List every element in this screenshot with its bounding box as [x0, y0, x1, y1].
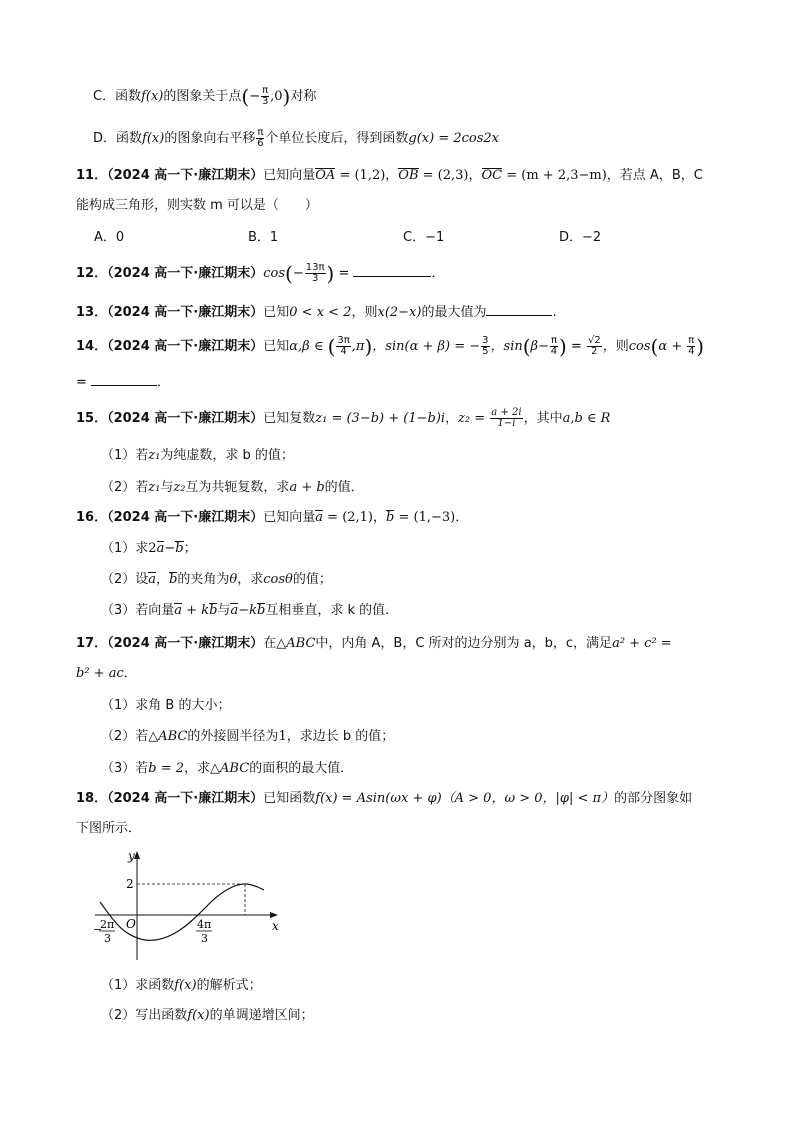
q11-option-b: B．1 — [248, 230, 279, 245]
max-value-label: 2 — [126, 877, 134, 891]
origin-label: O — [126, 917, 136, 931]
question-17-line2: b² + ac． — [76, 666, 137, 681]
question-18-sub1: （1）求函数f(x)的解析式； — [101, 978, 262, 993]
question-16-sub1: （1）求2a−b； — [101, 541, 197, 556]
question-11: 11．（2024 高一下·廉江期末）已知向量OA = (1,2)，OB = (2,3)，OC = (m + 2,3−m)，若点 A，B，C — [76, 168, 703, 183]
q11-option-a: A．0 — [94, 230, 125, 245]
question-12: 12．（2024 高一下·廉江期末）cos(− $\frac{13\pi}{3}$ ) = ． — [76, 261, 445, 286]
question-16-sub3: （3）若向量a + kb与a−kb互相垂直，求 k 的值． — [101, 603, 399, 618]
function-graph — [90, 848, 290, 963]
question-17: 17．（2024 高一下·廉江期末）在△ABC中，内角 A，B，C 所对的边分别为 a，b，c，满足a² + c² = — [76, 636, 672, 651]
fraction: $\frac{\pi}{4}$ — [550, 335, 558, 357]
answer-blank[interactable] — [486, 315, 552, 316]
question-18-sub2: （2）写出函数f(x)的单调递增区间； — [101, 1008, 314, 1023]
tick-left-numerator: 2π — [100, 918, 115, 931]
question-16-sub2: （2）设a，b的夹角为θ，求cosθ的值； — [101, 572, 332, 587]
fraction: $\frac{a + 2i}{1-i}$ — [491, 407, 522, 429]
question-17-sub1: （1）求角 B 的大小； — [101, 698, 231, 713]
fraction: $\frac{3\pi}{4}$ — [337, 335, 350, 357]
question-18: 18．（2024 高一下·廉江期末）已知函数f(x) = Asin(ωx + φ)（A > 0，ω > 0，|φ| < π）的部分图象如 — [76, 791, 693, 806]
fraction: $\frac{\pi}{4}$ — [688, 335, 695, 357]
fraction: $\frac{\pi}{3}$ — [261, 85, 269, 107]
answer-blank[interactable] — [91, 385, 157, 386]
question-15: 15．（2024 高一下·廉江期末）已知复数z₁ = (3−b) + (1−b)i，z₂ = $\frac{a + 2i}{1-i}$ ，其中a,b ∈ R — [76, 407, 611, 429]
question-11-line2: 能构成三角形，则实数 m 可以是（ ） — [76, 198, 318, 213]
tick-left-denominator: 3 — [104, 932, 111, 945]
fraction: $\frac{\pi}{6}$ — [257, 127, 264, 149]
question-15-sub1: （1）若z₁为纯虚数，求 b 的值； — [101, 448, 294, 463]
question-17-sub3: （3）若b = 2，求△ABC的面积的最大值． — [101, 761, 354, 776]
x-axis-arrow — [270, 912, 278, 918]
option-c: C．函数f(x)的图象关于点(− $\frac{\pi}{3}$ ,0)对称 — [93, 84, 317, 109]
x-axis-label: x — [272, 919, 279, 933]
y-axis-label: y — [128, 849, 135, 863]
sine-curve — [100, 884, 264, 940]
question-16: 16．（2024 高一下·廉江期末）已知向量a = (2,1)，b = (1,−3)． — [76, 510, 469, 525]
q11-option-c: C．−1 — [403, 230, 445, 245]
fraction: $\frac{√2}{2}$ — [587, 335, 601, 357]
question-14-line2: = ． — [76, 375, 171, 390]
question-14: 14．（2024 高一下·廉江期末）已知α,β ∈ ( $\frac{3\pi}{4}$ ,π)，sin(α + β) = − $\frac{3}{5}$ ，sin(β− $\frac{\pi}{4}$ ) = $\frac{√2}{2}$ ，则cos(α + $\frac{\pi}{4}$ ) — [76, 334, 705, 359]
option-d: D．函数f(x)的图象向右平移 $\frac{\pi}{6}$ 个单位长度后，得到函数g(x) = 2cos2x — [93, 127, 499, 149]
question-18-line2: 下图所示． — [76, 821, 142, 836]
fraction: $\frac{13\pi}{3}$ — [305, 262, 325, 284]
tick-right-numerator: 4π — [197, 918, 212, 931]
tick-left-sign: − — [93, 923, 103, 936]
fraction: $\frac{3}{5}$ — [482, 335, 489, 357]
question-13: 13．（2024 高一下·廉江期末）已知0 < x < 2，则x(2−x)的最大值为 . — [76, 305, 557, 320]
q11-option-d: D．−2 — [559, 230, 602, 245]
answer-blank[interactable] — [353, 276, 431, 277]
question-15-sub2: （2）若z₁与z₂互为共轭复数，求a + b的值． — [101, 480, 364, 495]
tick-right-denominator: 3 — [201, 932, 208, 945]
question-17-sub2: （2）若△ABC的外接圆半径为1，求边长 b 的值； — [101, 729, 395, 744]
y-axis-arrow — [134, 851, 140, 859]
